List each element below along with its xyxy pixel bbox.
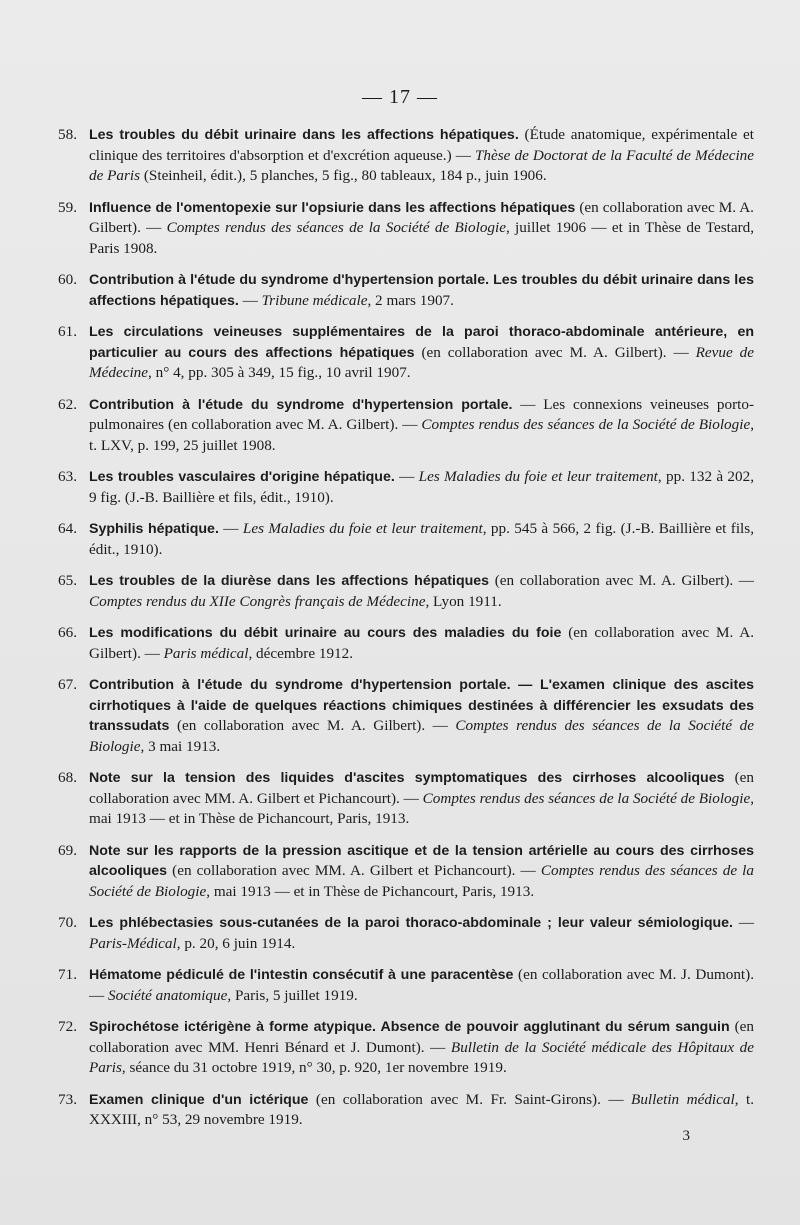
entry-source: Les Maladies du foie et leur traitement [242, 520, 483, 537]
bibliography-entry [58, 125, 754, 187]
bibliography-entry [58, 571, 754, 612]
entry-source: Comptes rendus du XIIe Congrès français de Médecine [89, 592, 426, 610]
entry-number: 70. [58, 914, 77, 931]
page-number: — 17 — [362, 86, 438, 108]
entry-title: Contribution à l'étude du syndrome d'hypertension portale. [89, 396, 513, 413]
entry-tail: , t. XXXIII, n° 53, 29 novembre 1919. [89, 1090, 754, 1128]
entry-source: Comptes rendus des séances de la Société de Biologie [89, 862, 754, 900]
entry-source: Paris-Médical [89, 934, 177, 952]
entry-number: 62. [58, 395, 77, 413]
entry-text: (en collaboration avec M. A. Gilbert). — [89, 198, 754, 236]
bibliography-entry [58, 768, 754, 830]
entry-text: (Étude anatomique, expérimentale et clinique des territoires d'absorption et d'excrétion aqueuse.) — [89, 126, 754, 164]
bibliography-entry [58, 623, 754, 664]
entry-text: (en collaboration avec MM. Henri Bénard et J. Dumont). — [89, 1018, 754, 1056]
entry-number: 61. [58, 323, 77, 340]
bibliography-entry [58, 519, 754, 560]
bibliography-entry [58, 913, 754, 954]
entry-text: (en collaboration avec MM. A. Gilbert et Pichancourt). — [167, 862, 541, 879]
bibliography-entry [58, 322, 754, 384]
entry-number: 73. [58, 1090, 77, 1108]
entry-title: Note sur la tension des liquides d'ascites symptomatiques des cirrhoses alcooliques [89, 770, 725, 786]
entry-source: Comptes rendus des séances de la Société de Biologie [422, 789, 751, 807]
entry-title: Note sur les rapports de la pression ascitique et de la tension artérielle au cours des cirrhoses alcooliques [89, 842, 754, 879]
entry-title: Syphilis hépatique. [89, 521, 219, 537]
entry-source: Tribune médicale [261, 291, 368, 309]
entry-tail: , pp. 545 à 566, 2 fig. (J.-B. Baillière et fils, édit., 1910). [89, 520, 754, 558]
entry-title: Les circulations veineuses supplémentaires de la paroi thoraco-abdominale antérieure, en particulier au cours des affections hépatiques [89, 324, 754, 361]
entry-source: Comptes rendus des séances de la Société de Biologie [166, 219, 506, 236]
entry-text: (en collaboration avec M. A. Gilbert). — [89, 624, 754, 662]
bibliography-entry [58, 965, 754, 1006]
entry-text: (en collaboration avec M. A. Gilbert). — [414, 343, 696, 361]
entry-number: 67. [58, 676, 77, 693]
entry-title: Les modifications du débit urinaire au cours des maladies du foie [89, 625, 562, 641]
entry-source: Revue de Médecine [89, 343, 754, 381]
entry-number: 71. [58, 966, 77, 983]
bibliography-entry [58, 675, 754, 757]
entry-source: Bulletin médical [631, 1090, 735, 1108]
bibliography-entry [58, 270, 754, 311]
entry-number: 66. [58, 624, 77, 641]
entry-source: Comptes rendus des séances de la Société de Biologie [421, 416, 751, 433]
entry-text: — [238, 291, 262, 309]
entry-source: Société anatomique [107, 986, 228, 1004]
entry-tail: , p. 20, 6 juin 1914. [176, 934, 296, 952]
entry-text: — [732, 914, 755, 931]
entry-tail: , décembre 1912. [248, 644, 354, 662]
entry-number: 65. [58, 572, 77, 589]
entry-tail: , 2 mars 1907. [367, 291, 454, 309]
entry-source: Thèse de Doctorat de la Faculté de Médecine de Paris [89, 146, 754, 184]
entry-tail: , mai 1913 — et in Thèse de Pichancourt, Paris, 1913. [206, 882, 535, 900]
entry-text: (en collaboration avec M. J. Dumont). — [89, 966, 754, 1004]
entry-number: 63. [58, 468, 77, 485]
entry-source: Comptes rendus des séances de la Société de Biologie [89, 717, 754, 755]
entry-title: Les troubles vasculaires d'origine hépatique. [89, 469, 395, 485]
entry-tail: , n° 4, pp. 305 à 349, 15 fig., 10 avril 1907. [148, 364, 411, 381]
entry-tail: , séance du 31 octobre 1919, n° 30, p. 920, 1er novembre 1919. [121, 1059, 507, 1076]
entry-text: — [218, 520, 243, 537]
entry-title: Examen clinique d'un ictérique [89, 1091, 309, 1108]
bibliography-entry [58, 1090, 754, 1131]
entry-tail: , mai 1913 — et in Thèse de Pichancourt, Paris, 1913. [89, 789, 754, 827]
entry-title: Contribution à l'étude du syndrome d'hypertension portale. Les troubles du débit urinaire dans les affections hépatiques. [89, 272, 754, 309]
entry-text: (en collaboration avec M. A. Gilbert). — [169, 717, 456, 734]
entry-tail: , Lyon 1911. [425, 592, 502, 610]
entry-number: 59. [58, 198, 77, 216]
entry-title: Contribution à l'étude du syndrome d'hypertension portale. — L'examen clinique des ascites cirrhotiques à l'aide de quelques réactions chimiques destinées à différencier les exsudats des transsudats [89, 677, 754, 734]
entry-text: (en collaboration avec M. A. Gilbert). — [489, 572, 754, 589]
entry-number: 69. [58, 841, 77, 859]
entry-title: Hématome pédiculé de l'intestin consécutif à une paracentèse [89, 967, 514, 983]
entry-source: Paris médical [163, 644, 249, 662]
entry-source: Les Maladies du foie et leur traitement [418, 468, 658, 485]
bibliography-entry [58, 841, 754, 903]
bibliography-entry [58, 1017, 754, 1079]
entry-source: Bulletin de la Société médicale des Hôpitaux de Paris [89, 1038, 754, 1076]
entry-number: 64. [58, 520, 77, 537]
entry-tail: , pp. 132 à 202, 9 fig. (J.-B. Baillière et fils, édit., 1910). [89, 468, 755, 506]
entry-text: (en collaboration avec M. Fr. Saint-Girons). — [308, 1090, 632, 1108]
entry-title: Les troubles de la diurèse dans les affections hépatiques [89, 573, 490, 589]
entry-text: (en collaboration avec MM. A. Gilbert et Pichancourt). — [89, 769, 754, 807]
signature-mark: 3 [682, 1128, 690, 1144]
bibliography-list [58, 125, 754, 1142]
entry-number: 58. [58, 126, 77, 143]
entry-tail: , juillet 1906 — et in Thèse de Testard, Paris 1908. [89, 219, 755, 257]
entry-title: Les troubles du débit urinaire dans les affections hépatiques. [89, 127, 519, 143]
entry-title: Influence de l'omentopexie sur l'opsiurie dans les affections hépatiques [89, 199, 576, 216]
entry-text: — Les connexions veineuses porto-pulmonaires (en collaboration avec M. A. Gilbert). — [89, 395, 755, 433]
entry-number: 68. [58, 769, 77, 786]
entry-title: Les phlébectasies sous-cutanées de la paroi thoraco-abdominale ; leur valeur sémiologique. [89, 915, 733, 931]
entry-number: 72. [58, 1018, 77, 1035]
entry-text: — [394, 468, 419, 485]
bibliography-entry [58, 198, 754, 260]
bibliography-entry [58, 467, 754, 508]
bibliography-entry [58, 395, 754, 457]
entry-number: 60. [58, 271, 77, 288]
entry-tail: , Paris, 5 juillet 1919. [227, 986, 358, 1004]
entry-title: Spirochétose ictérigène à forme atypique. Absence de pouvoir agglutinant du sérum sanguin [89, 1019, 730, 1035]
entry-tail: , t. LXV, p. 199, 25 juillet 1908. [89, 416, 755, 454]
entry-tail: , 3 mai 1913. [140, 737, 221, 755]
entry-tail: (Steinheil, édit.), 5 planches, 5 fig., 80 tableaux, 184 p., juin 1906. [140, 167, 547, 184]
